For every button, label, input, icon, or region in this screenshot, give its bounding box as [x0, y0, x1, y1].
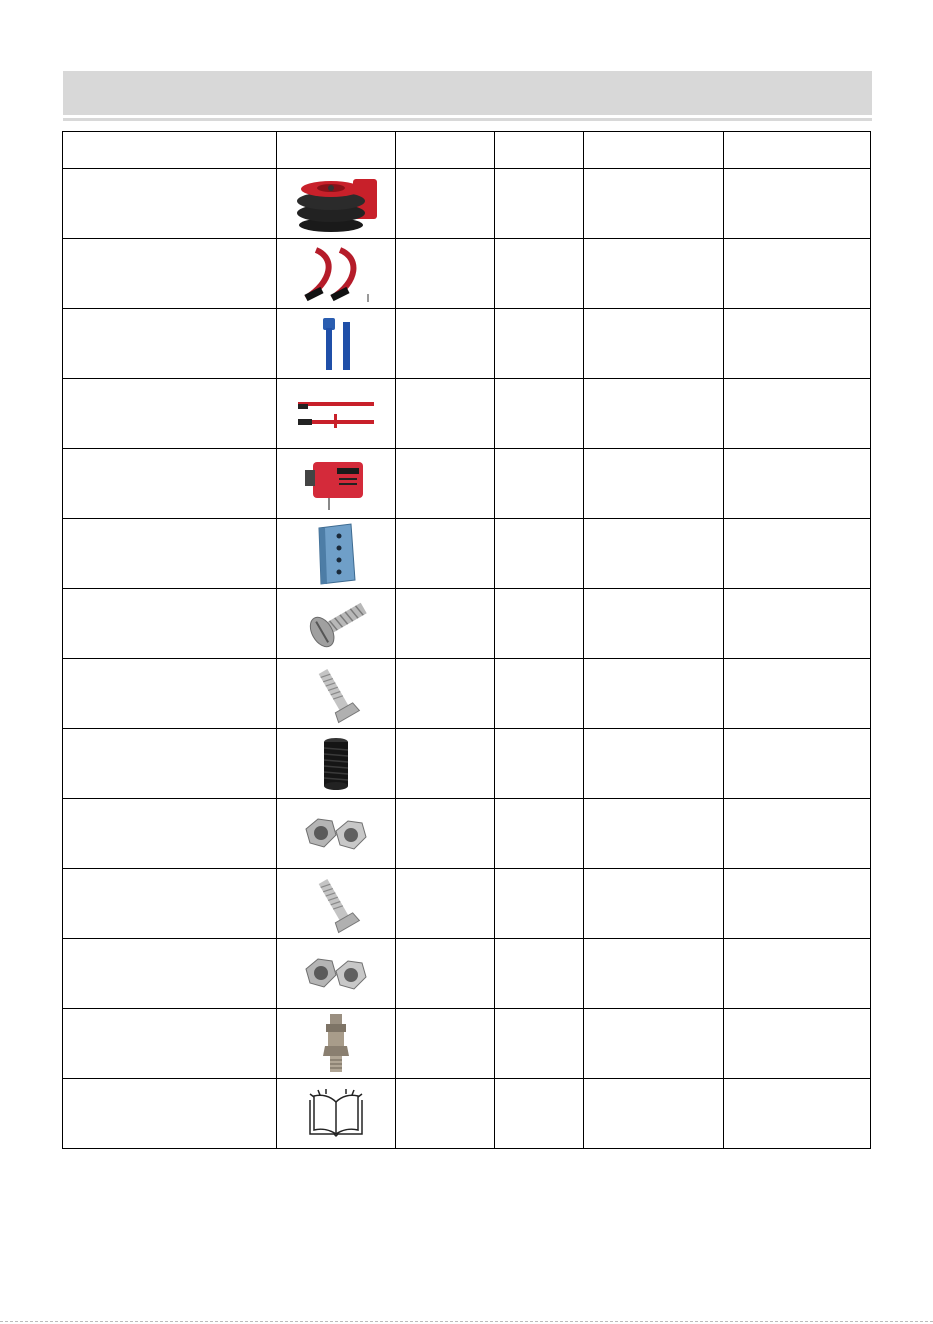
- data-cell: [495, 659, 584, 729]
- data-cell: [495, 799, 584, 869]
- picture-cell: [277, 729, 396, 799]
- name-cell: [63, 309, 277, 379]
- data-cell: [396, 519, 495, 589]
- header-cell-3: [396, 132, 495, 169]
- header-cell-4: [495, 132, 584, 169]
- data-cell: [584, 939, 724, 1009]
- handle-tubes-icon: [277, 242, 395, 306]
- data-cell: [396, 169, 495, 239]
- data-cell: [724, 169, 871, 239]
- data-cell: [584, 519, 724, 589]
- name-cell: [63, 449, 277, 519]
- data-cell: [495, 589, 584, 659]
- data-cell: [396, 379, 495, 449]
- data-cell: [495, 309, 584, 379]
- data-cell: [396, 1009, 495, 1079]
- data-cell: [724, 379, 871, 449]
- data-cell: [495, 939, 584, 1009]
- name-cell: [63, 939, 277, 1009]
- data-cell: [724, 799, 871, 869]
- manual-book-icon: [277, 1088, 395, 1140]
- data-cell: [495, 449, 584, 519]
- name-cell: [63, 729, 277, 799]
- name-cell: [63, 239, 277, 309]
- header-cell-5: [584, 132, 724, 169]
- table-row: [63, 939, 871, 1009]
- data-cell: [724, 239, 871, 309]
- data-cell: [396, 449, 495, 519]
- data-cell: [724, 519, 871, 589]
- table-row: [63, 589, 871, 659]
- data-cell: [584, 729, 724, 799]
- set-screw-icon: [277, 734, 395, 794]
- table-row: [63, 659, 871, 729]
- table-row: [63, 169, 871, 239]
- data-cell: [724, 659, 871, 729]
- picture-cell: [277, 939, 396, 1009]
- picture-cell: [277, 169, 396, 239]
- picture-cell: [277, 1079, 396, 1149]
- data-cell: [724, 1009, 871, 1079]
- air-bag-jack-icon: [277, 173, 395, 235]
- name-cell: [63, 1079, 277, 1149]
- header-cell-1: [63, 132, 277, 169]
- picture-cell: [277, 309, 396, 379]
- data-cell: [724, 589, 871, 659]
- name-cell: [63, 169, 277, 239]
- header-cell-6: [724, 132, 871, 169]
- data-cell: [396, 799, 495, 869]
- table-row: [63, 519, 871, 589]
- data-cell: [584, 449, 724, 519]
- parts-table: [62, 131, 871, 1149]
- data-cell: [495, 1079, 584, 1149]
- blue-handle-parts-icon: [277, 314, 395, 374]
- pan-head-screw-icon: [277, 594, 395, 654]
- data-cell: [584, 309, 724, 379]
- picture-cell: [277, 1009, 396, 1079]
- red-handle-bars-icon: [277, 394, 395, 434]
- data-cell: [495, 869, 584, 939]
- title-rule: [63, 118, 872, 121]
- data-cell: [724, 449, 871, 519]
- table-header-row: [63, 132, 871, 169]
- data-cell: [495, 1009, 584, 1079]
- picture-cell: [277, 519, 396, 589]
- table-row: [63, 869, 871, 939]
- picture-cell: [277, 589, 396, 659]
- control-valve-box-icon: [277, 456, 395, 512]
- name-cell: [63, 799, 277, 869]
- data-cell: [724, 309, 871, 379]
- data-cell: [724, 1079, 871, 1149]
- hex-nut-icon: [277, 949, 395, 999]
- name-cell: [63, 869, 277, 939]
- page-bottom-divider: [0, 1321, 933, 1322]
- name-cell: [63, 519, 277, 589]
- table-row: [63, 1009, 871, 1079]
- name-cell: [63, 1009, 277, 1079]
- table-row: [63, 309, 871, 379]
- picture-cell: [277, 799, 396, 869]
- data-cell: [584, 659, 724, 729]
- table-row: [63, 1079, 871, 1149]
- data-cell: [495, 379, 584, 449]
- data-cell: [396, 939, 495, 1009]
- hex-bolt-icon: [277, 662, 395, 726]
- data-cell: [495, 519, 584, 589]
- data-cell: [396, 869, 495, 939]
- data-cell: [584, 239, 724, 309]
- data-cell: [724, 729, 871, 799]
- table-row: [63, 449, 871, 519]
- name-cell: [63, 379, 277, 449]
- data-cell: [724, 939, 871, 1009]
- data-cell: [396, 239, 495, 309]
- name-cell: [63, 589, 277, 659]
- data-cell: [584, 869, 724, 939]
- data-cell: [495, 729, 584, 799]
- data-cell: [495, 239, 584, 309]
- table-row: [63, 729, 871, 799]
- data-cell: [396, 589, 495, 659]
- air-coupler-icon: [277, 1012, 395, 1076]
- data-cell: [584, 799, 724, 869]
- name-cell: [63, 659, 277, 729]
- mounting-plate-icon: [277, 522, 395, 586]
- data-cell: [584, 589, 724, 659]
- data-cell: [584, 169, 724, 239]
- table-row: [63, 379, 871, 449]
- data-cell: [584, 379, 724, 449]
- data-cell: [584, 1009, 724, 1079]
- hex-nut-icon: [277, 809, 395, 859]
- picture-cell: [277, 869, 396, 939]
- header-cell-2: [277, 132, 396, 169]
- data-cell: [584, 1079, 724, 1149]
- picture-cell: [277, 659, 396, 729]
- data-cell: [396, 309, 495, 379]
- data-cell: [396, 1079, 495, 1149]
- picture-cell: [277, 449, 396, 519]
- data-cell: [724, 869, 871, 939]
- picture-cell: [277, 379, 396, 449]
- section-title-bar: [63, 71, 872, 115]
- data-cell: [495, 169, 584, 239]
- data-cell: [396, 659, 495, 729]
- table-row: [63, 239, 871, 309]
- hex-bolt-icon: [277, 872, 395, 936]
- data-cell: [396, 729, 495, 799]
- table-row: [63, 799, 871, 869]
- picture-cell: [277, 239, 396, 309]
